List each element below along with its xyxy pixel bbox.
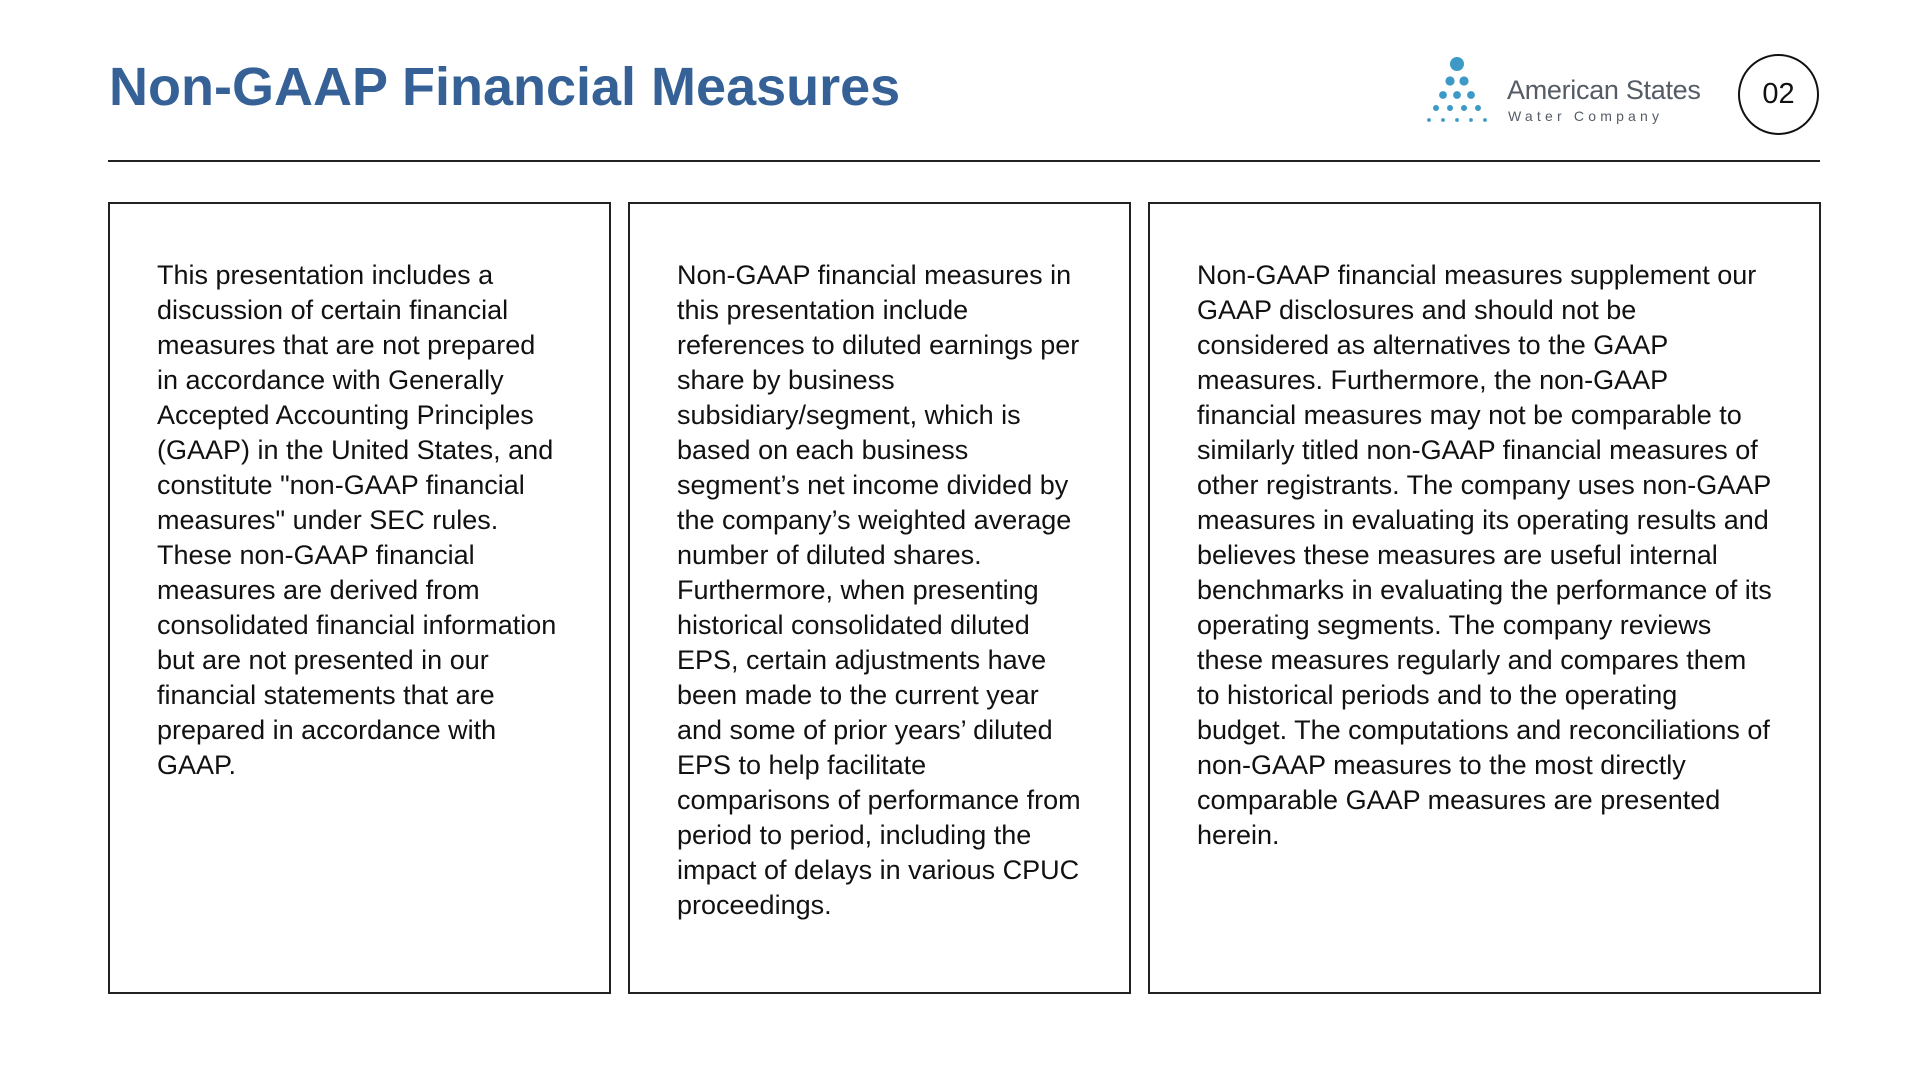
text-panel-supplemental-measures — [1148, 202, 1821, 994]
page-title: Non-GAAP Financial Measures — [109, 57, 901, 117]
panel-text: Non-GAAP financial measures in this presentation include references to diluted earnings per share by business subsidiary/segment, which is based on each business segment’s net income divided by the company’s weighted average number of diluted shares. Furthermore, when presenting historical consolidated diluted EPS, certain adjustments have been made to the current year and some of prior years’ diluted EPS to help facilitate comparisons of performance from period to period, including the impact of delays in various CPUC proceedings. — [677, 260, 1081, 920]
header-divider — [108, 160, 1820, 162]
panel-text: This presentation includes a discussion of certain financial measures that are not prepared in accordance with Generally Accepted Accounting Principles (GAAP) in the United States, and constitute "non-GAAP financial measures" under SEC rules. These non-GAAP financial measures are derived from consolidated financial information but are not presented in our financial statements that are prepared in accordance with GAAP. — [157, 260, 557, 780]
water-drops-logo-icon — [1415, 54, 1499, 130]
panel-text: Non-GAAP financial measures supplement our GAAP disclosures and should not be considered as alternatives to the GAAP measures. Furthermore, the non-GAAP financial measures may not be comparable to similarly titled non-GAAP financial measures of other registrants. The company uses non-GAAP measures in evaluating its operating results and believes these measures are useful internal benchmarks in evaluating the performance of its operating segments. The company reviews these measures regularly and compares them to historical periods and to the operating budget. The computations and reconciliations of non-GAAP measures to the most directly comparable GAAP measures are presented herein. — [1197, 260, 1772, 850]
company-logo — [1415, 54, 1715, 130]
logo-company-subtitle: Water Company — [1508, 108, 1664, 124]
text-panel-diluted-eps — [628, 202, 1131, 994]
logo-company-name: American States — [1507, 75, 1701, 105]
text-panel-gaap-disclosure — [108, 202, 611, 994]
page-number-badge: 02 — [1738, 54, 1819, 135]
